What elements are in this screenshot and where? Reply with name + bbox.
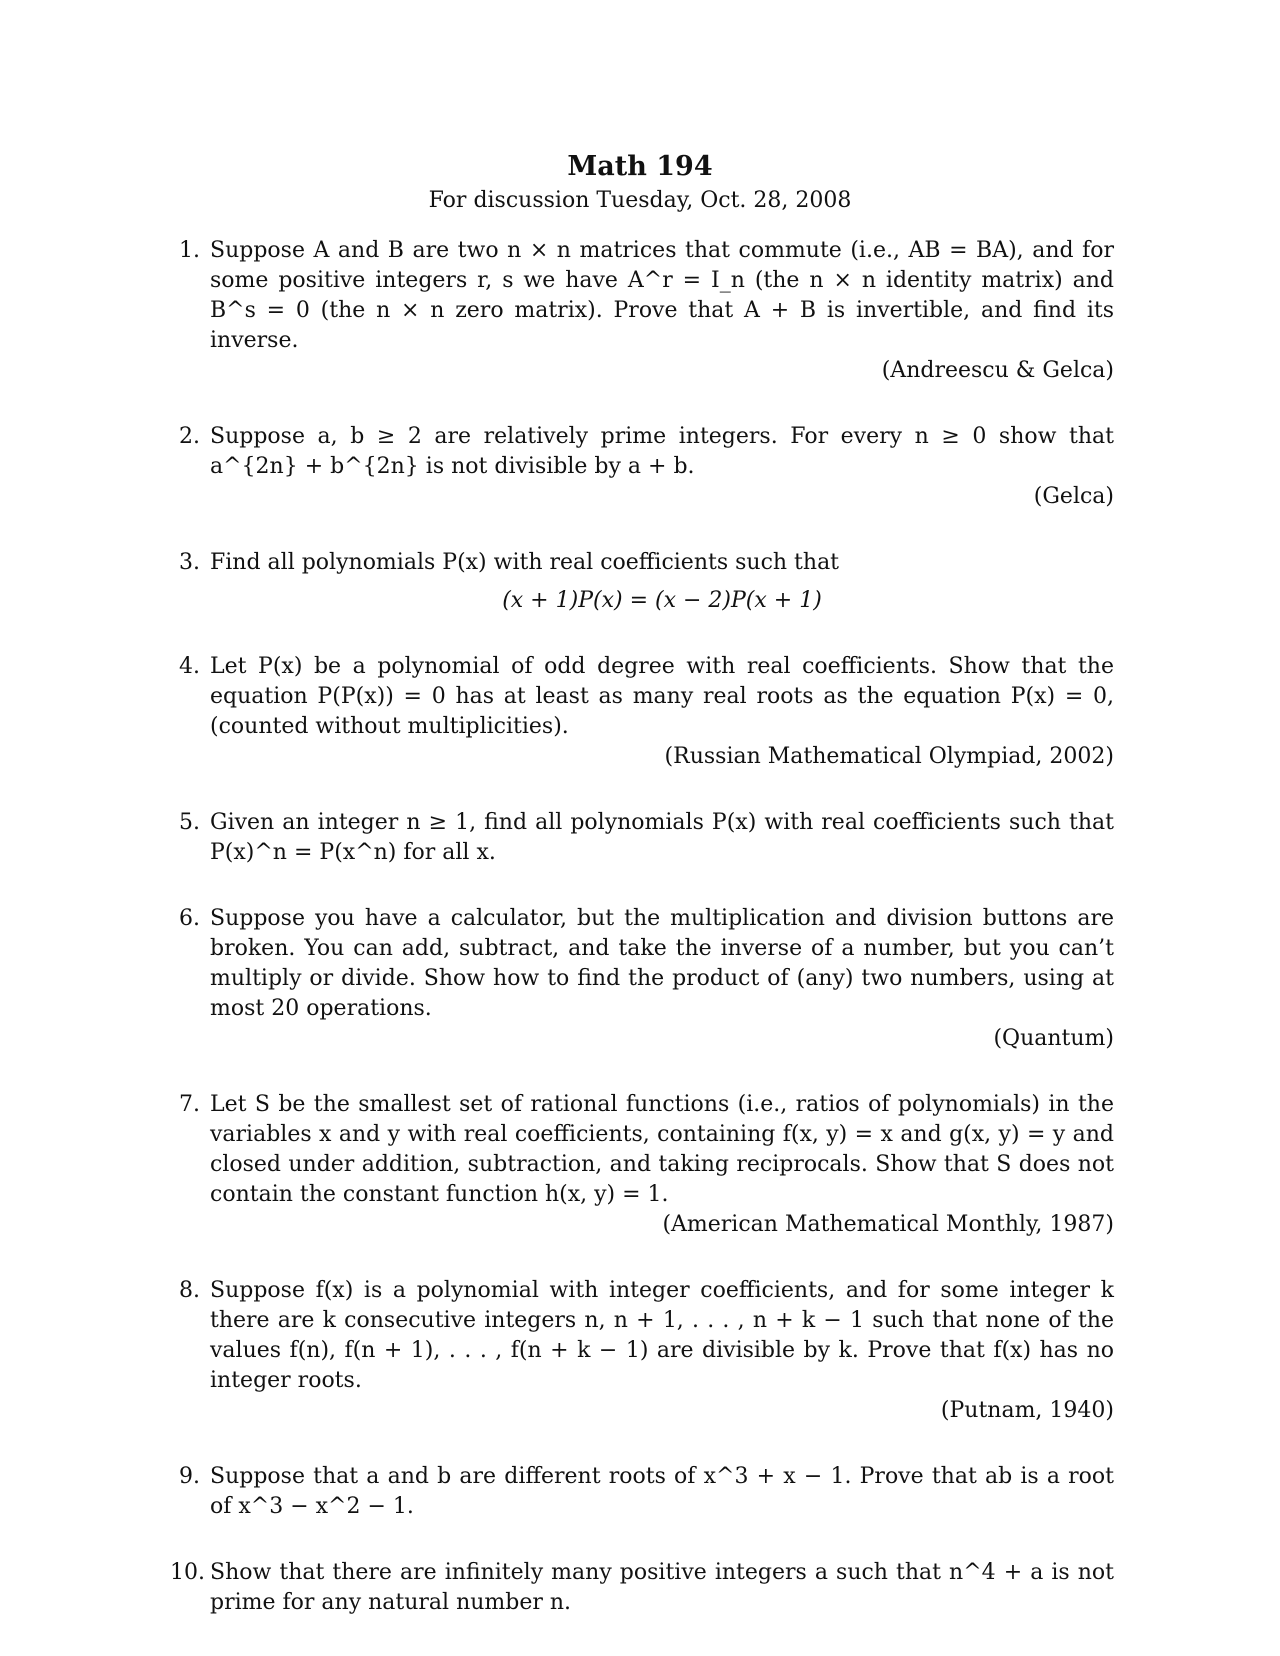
problem-list [170, 236, 1114, 1654]
problem-text: Suppose f(x) is a polynomial with integer coefficients, and for some integer k there are k consecutive integers n, n + 1, . . . , n + k − 1 such that none of the values f(n), f(n + 1), . . . , f(n + k − 1) are divisible by k. Prove that f(x) has no integer roots. [210, 1278, 1114, 1393]
problem-number: 6. [179, 906, 200, 931]
problem-3 [170, 548, 1114, 616]
problem-number: 5. [179, 810, 200, 835]
problem-number: 7. [179, 1092, 200, 1117]
problem-text: Suppose you have a calculator, but the multiplication and division buttons are broken. You can add, subtract, and take the inverse of a number, but you can’t multiply or divide. Show how to find the product of (any) two numbers, using at most 20 operations. [210, 906, 1114, 1021]
problem-text: Suppose that a and b are different roots of x^3 + x − 1. Prove that ab is a root of x^3 − x^2 − 1. [210, 1464, 1114, 1519]
problem-9 [170, 1462, 1114, 1522]
problem-1 [170, 236, 1114, 386]
problem-8 [170, 1276, 1114, 1426]
problem-text: Show that there are infinitely many positive integers a such that n^4 + a is not prime for any natural number n. [210, 1560, 1114, 1615]
page-subtitle: For discussion Tuesday, Oct. 28, 2008 [428, 188, 852, 213]
problem-number: 3. [179, 550, 200, 575]
problem-source: (Russian Mathematical Olympiad, 2002) [664, 744, 1114, 769]
problem-2 [170, 422, 1114, 512]
problem-source: (Gelca) [1033, 484, 1114, 509]
problem-number: 8. [179, 1278, 200, 1303]
problem-6 [170, 904, 1114, 1054]
problem-number: 1. [179, 238, 200, 263]
problem-text: Find all polynomials P(x) with real coefficients such that [210, 550, 840, 575]
problem-number: 9. [179, 1464, 200, 1489]
problem-source: (Putnam, 1940) [940, 1398, 1114, 1423]
problem-number: 4. [179, 654, 200, 679]
problem-7 [170, 1090, 1114, 1240]
problem-source: (Andreescu & Gelca) [881, 358, 1114, 383]
problem-source: (American Mathematical Monthly, 1987) [662, 1212, 1114, 1237]
problem-text: Given an integer n ≥ 1, find all polynomials P(x) with real coefficients such that P(x)^n = P(x^n) for all x. [210, 810, 1114, 865]
problem-number: 10. [170, 1560, 205, 1585]
problem-equation: (x + 1)P(x) = (x − 2)P(x + 1) [502, 588, 822, 613]
problem-4 [170, 652, 1114, 772]
problem-number: 2. [179, 424, 200, 449]
problem-text: Let S be the smallest set of rational functions (i.e., ratios of polynomials) in the variables x and y with real coefficients, containing f(x, y) = x and g(x, y) = y and closed under addition, subtraction, and taking reciprocals. Show that S does not contain the constant function h(x, y) = 1. [210, 1092, 1114, 1207]
problem-text: Suppose a, b ≥ 2 are relatively prime integers. For every n ≥ 0 show that a^{2n} + b^{2n} is not divisible by a + b. [210, 424, 1114, 479]
problem-text: Suppose A and B are two n × n matrices that commute (i.e., AB = BA), and for some positive integers r, s we have A^r = I_n (the n × n identity matrix) and B^s = 0 (the n × n zero matrix). Prove that A + B is invertible, and find its inverse. [210, 238, 1114, 353]
header [0, 150, 1280, 216]
problem-5 [170, 808, 1114, 868]
problem-source: (Quantum) [993, 1026, 1114, 1051]
problem-text: Let P(x) be a polynomial of odd degree with real coefficients. Show that the equation P(P(x)) = 0 has at least as many real roots as the equation P(x) = 0, (counted without multiplicities). [210, 654, 1114, 739]
problem-10 [170, 1558, 1114, 1618]
page-title: Math 194 [567, 151, 713, 182]
